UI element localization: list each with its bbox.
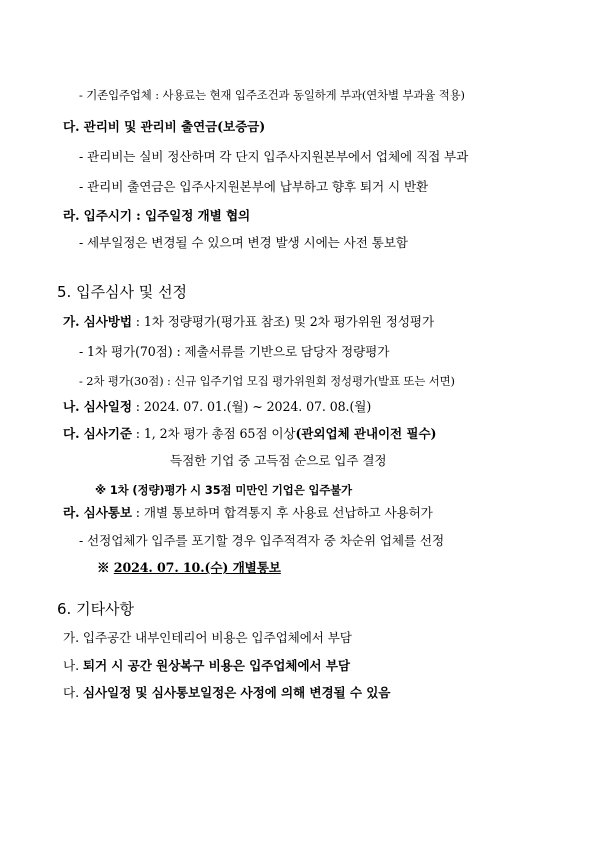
maintenance-fee-heading: 다. 관리비 및 관리비 출연금(보증금): [63, 119, 266, 134]
misc-item-c: 심사일정 및 심사통보일정은 사정에 의해 변경될 수 있음: [82, 685, 391, 700]
move-in-period-heading: 라. 입주시기 : 입주일정 개별 협의: [63, 208, 251, 223]
review-notice-text: : 개별 통보하며 합격통지 후 사용료 선납하고 사용허가: [131, 505, 433, 520]
misc-item-b: 퇴거 시 공간 원상복구 비용은 입주업체에서 부담: [82, 658, 350, 673]
move-in-period-note: - 세부일정은 변경될 수 있으며 변경 발생 시에는 사전 통보함: [79, 235, 408, 250]
review-method-row: [63, 313, 434, 331]
review-criteria-label: 다. 심사기준: [63, 426, 132, 441]
existing-tenant-fee-line: - 기존입주업체 : 사용료는 현재 입주조건과 동일하게 부과(연차별 부과율 적용): [79, 88, 465, 102]
review-schedule-label: 나. 심사일정: [63, 399, 132, 414]
review-criteria-continuation: 득점한 기업 중 고득점 순으로 입주 결정: [170, 453, 387, 468]
misc-item-c-row: [63, 684, 390, 702]
section-6-title: 6. 기타사항: [57, 600, 135, 618]
review-method-text: : 1차 정량평가(평가표 참조) 및 2차 평가위원 정성평가: [131, 314, 435, 329]
maintenance-fee-line-1: - 관리비는 실비 정산하며 각 단지 입주사지원본부에서 업체에 직접 부과: [79, 149, 469, 164]
review-notice-label: 라. 심사통보: [63, 505, 132, 520]
review-criteria-text: : 1, 2차 평가 총점 65점 이상: [131, 426, 296, 441]
review-method-label: 가. 심사방법: [63, 314, 132, 329]
review-notice-date-row: [97, 559, 281, 577]
misc-item-a: 가. 입주공간 내부인테리어 비용은 입주업체에서 부담: [63, 630, 352, 645]
review-criteria-note: ※ 1차 (정량)평가 시 35점 미만인 기업은 입주불가: [95, 483, 353, 497]
review-schedule-row: [63, 398, 371, 416]
note-mark: ※: [97, 560, 114, 575]
review-method-sub-1: - 1차 평가(70점) : 제출서류를 기반으로 담당자 정량평가: [79, 344, 390, 359]
review-method-sub-2: - 2차 평가(30점) : 신규 입주기업 모집 평가위원회 정성평가(발표 또는 서면): [79, 374, 455, 388]
review-notice-row: [63, 504, 433, 522]
review-schedule-text: : 2024. 07. 01.(월) ~ 2024. 07. 08.(월): [131, 399, 372, 414]
misc-item-b-prefix: 나.: [63, 658, 83, 673]
section-5-title: 5. 입주심사 및 선정: [57, 283, 188, 301]
review-notice-date: 2024. 07. 10.(수) 개별통보: [113, 560, 281, 575]
review-criteria-row: [63, 425, 436, 443]
misc-item-c-prefix: 다.: [63, 685, 83, 700]
maintenance-fee-line-2: - 관리비 출연금은 입주사지원본부에 납부하고 향후 퇴거 시 반환: [79, 179, 429, 194]
review-criteria-emphasis: (관외업체 관내이전 필수): [295, 426, 437, 441]
review-notice-sub-1: - 선정업체가 입주를 포기할 경우 입주적격자 중 차순위 업체를 선정: [79, 533, 445, 548]
misc-item-b-row: [63, 657, 350, 675]
